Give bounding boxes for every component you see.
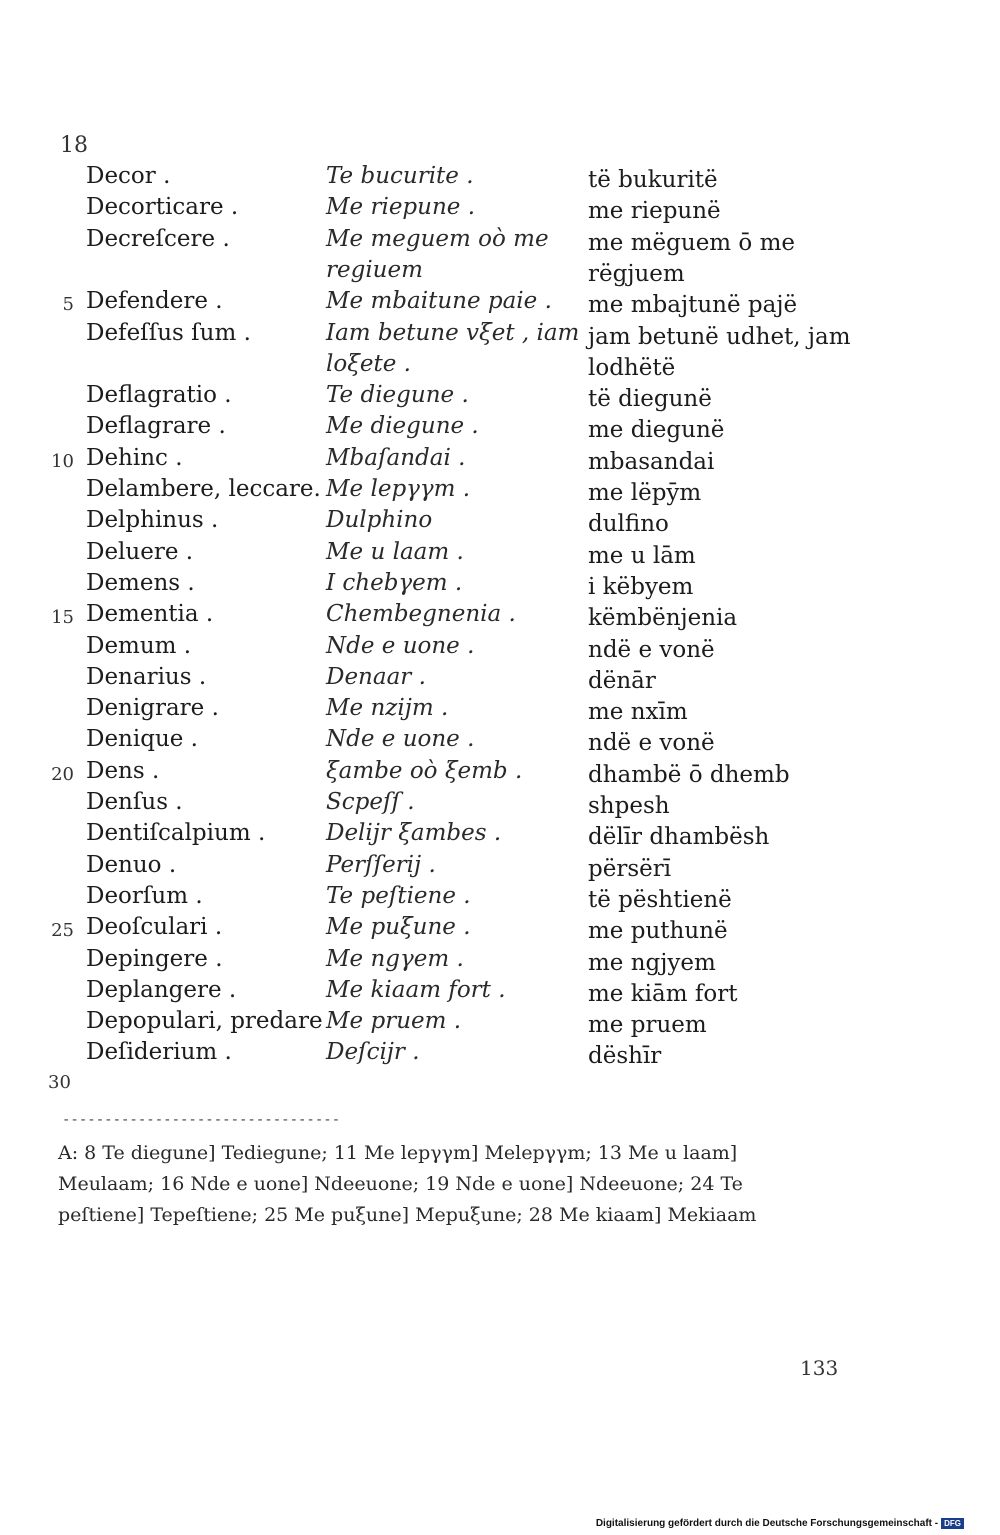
latin-headword: Deflagratio . [86, 382, 232, 409]
entry-row [0, 413, 1000, 445]
latin-headword: Delphinus . [86, 507, 219, 534]
latin-headword: Defeſſus ſum . [86, 319, 251, 346]
entry-row [0, 163, 1000, 195]
line-number: 10 [51, 450, 74, 472]
original-albanian: I chebγem . [326, 569, 463, 596]
entry-row [0, 789, 1000, 821]
entry-row [0, 570, 1000, 602]
entry-row [0, 883, 1000, 915]
critical-apparatus [58, 1138, 798, 1231]
entry-row [0, 726, 1000, 758]
entry-row [0, 820, 1000, 852]
original-albanian: Nde e uone . [326, 726, 475, 753]
apparatus-line: peſtiene] Tepeſtiene; 25 Me puξune] Mepuξune; 28 Me kiaam] Mekiaam [58, 1204, 757, 1226]
latin-headword: Dens . [86, 757, 160, 784]
latin-headword: Decorticare . [86, 194, 239, 221]
entry-row [0, 664, 1000, 696]
original-albanian: Me diegune . [326, 413, 479, 440]
modern-transcription: dënār [588, 667, 656, 694]
original-albanian: Deſcijr . [326, 1039, 420, 1066]
latin-headword: Delambere, leccare. [86, 476, 321, 502]
section-number: 18 [60, 133, 88, 158]
line-number: 25 [51, 920, 74, 942]
modern-transcription: me nxīm [588, 699, 688, 726]
original-albanian: Dulphino [326, 507, 433, 534]
latin-headword: Dentiſcalpium . [86, 820, 266, 847]
latin-headword: Deorſum . [86, 882, 203, 909]
modern-transcription: dulfino [588, 511, 669, 538]
modern-transcription: me mëguem ō me [588, 229, 795, 256]
latin-headword: Decor . [86, 163, 171, 189]
digitization-credit [596, 1518, 964, 1529]
original-albanian: loξete . [326, 350, 411, 377]
entry-row [0, 977, 1000, 1009]
entry-row [0, 914, 1000, 946]
latin-headword: Depopulari, predare [86, 1008, 323, 1035]
latin-headword: Demum . [86, 632, 192, 659]
entry-row [0, 758, 1000, 790]
original-albanian: Iam betune vξet , iam [326, 319, 580, 346]
original-albanian: Me meguem oò me [326, 225, 549, 252]
original-albanian: Me ngγem . [326, 945, 464, 972]
modern-transcription: jam betunë udhet, jam [588, 323, 851, 350]
latin-headword: Denique . [86, 726, 198, 753]
modern-transcription: lodhëtë [588, 354, 676, 381]
modern-transcription: i këbyem [588, 573, 694, 600]
modern-transcription: me riepunë [588, 198, 721, 225]
modern-transcription: me puthunë [588, 918, 728, 945]
modern-transcription: dëlīr dhambësh [588, 824, 770, 851]
latin-headword: Demens . [86, 569, 195, 596]
original-albanian: Me puξune . [326, 914, 471, 941]
dfg-logo: DFG [941, 1518, 964, 1529]
entry-row [0, 288, 1000, 320]
original-albanian: Mbaſandai . [326, 444, 466, 471]
modern-transcription: ndë e vonë [588, 730, 715, 757]
latin-headword: Deoſculari . [86, 914, 223, 941]
entry-row [0, 351, 1000, 383]
original-albanian: Delijr ξambes . [326, 820, 502, 847]
original-albanian: Chembegnenia . [326, 601, 516, 628]
entry-row [0, 601, 1000, 633]
entry-row [0, 1039, 1000, 1071]
latin-headword: Dementia . [86, 601, 214, 628]
modern-transcription: me kiām fort [588, 980, 738, 1007]
original-albanian: Te bucurite . [326, 163, 474, 189]
latin-headword: Denigrare . [86, 695, 219, 722]
modern-transcription: dëshīr [588, 1043, 662, 1070]
modern-transcription: me lëpȳm [588, 480, 702, 506]
modern-transcription: të diegunë [588, 386, 712, 413]
entry-row [0, 320, 1000, 352]
original-albanian: Me nzijm . [326, 695, 449, 722]
latin-headword: Deluere . [86, 538, 194, 565]
modern-transcription: ndë e vonë [588, 636, 715, 663]
original-albanian: Me kiaam fort . [326, 976, 506, 1003]
entry-row [0, 507, 1000, 539]
original-albanian: Nde e uone . [326, 632, 475, 659]
original-albanian: Me riepune . [326, 194, 476, 221]
modern-transcription: me mbajtunë pajë [588, 292, 798, 319]
latin-headword: Denſus . [86, 789, 183, 815]
entry-row [0, 539, 1000, 571]
original-albanian: ξambe oò ξemb . [326, 757, 523, 784]
line-number: 5 [62, 294, 74, 316]
entry-row [0, 633, 1000, 665]
modern-transcription: me u lām [588, 542, 696, 569]
original-albanian: Te peſtiene . [326, 882, 471, 909]
entry-row [0, 852, 1000, 884]
modern-transcription: të bukuritë [588, 167, 718, 193]
footnote-separator: --------------------------------- [62, 1112, 341, 1128]
line-number: 15 [51, 607, 74, 629]
credit-text: Digitalisierung gefördert durch die Deutsche Forschungsgemeinschaft - [595, 1518, 939, 1529]
entry-row [0, 382, 1000, 414]
modern-transcription: të pështienë [588, 886, 732, 913]
original-albanian: Perſſerij . [326, 851, 436, 878]
line-number: 20 [51, 763, 74, 785]
modern-transcription: mbasandai [588, 448, 715, 475]
modern-transcription: me diegunë [588, 417, 725, 444]
latin-headword: Denuo . [86, 851, 177, 878]
entry-row [0, 194, 1000, 226]
original-albanian: Scpeſſ . [326, 789, 415, 815]
page-number: 133 [800, 1356, 839, 1380]
original-albanian: regiuem [326, 256, 423, 283]
line-number-30: 30 [48, 1072, 71, 1093]
apparatus-line: A: 8 Te diegune] Tediegune; 11 Me lepγγm] Melepγγm; 13 Me u laam] [58, 1142, 738, 1164]
modern-transcription: përsërī [588, 855, 672, 882]
original-albanian: Me pruem . [326, 1008, 462, 1035]
entry-row [0, 257, 1000, 289]
entry-row [0, 226, 1000, 258]
modern-transcription: me pruem [588, 1012, 707, 1039]
entry-row [0, 476, 1000, 508]
entry-row [0, 1008, 1000, 1040]
latin-headword: Deflagrare . [86, 413, 226, 440]
original-albanian: Me mbaitune paie . [326, 288, 552, 315]
latin-headword: Denarius . [86, 663, 207, 690]
latin-headword: Dehinc . [86, 444, 183, 471]
original-albanian: Te diegune . [326, 382, 469, 409]
entry-row [0, 695, 1000, 727]
entry-row [0, 445, 1000, 477]
latin-headword: Defendere . [86, 288, 223, 315]
modern-transcription: këmbënjenia [588, 605, 738, 632]
modern-transcription: me ngjyem [588, 949, 716, 976]
apparatus-line: Meulaam; 16 Nde e uone] Ndeeuone; 19 Nde e uone] Ndeeuone; 24 Te [58, 1173, 743, 1195]
latin-headword: Deplangere . [86, 976, 237, 1003]
latin-headword: Decreſcere . [86, 225, 230, 252]
entry-row [0, 946, 1000, 978]
modern-transcription: dhambë ō dhemb [588, 761, 790, 788]
modern-transcription: shpesh [588, 793, 670, 819]
latin-headword: Depingere . [86, 945, 223, 972]
original-albanian: Me lepγγm . [326, 476, 471, 502]
original-albanian: Denaar . [326, 663, 426, 690]
latin-headword: Deſiderium . [86, 1039, 232, 1066]
modern-transcription: rëgjuem [588, 260, 685, 287]
original-albanian: Me u laam . [326, 538, 464, 565]
